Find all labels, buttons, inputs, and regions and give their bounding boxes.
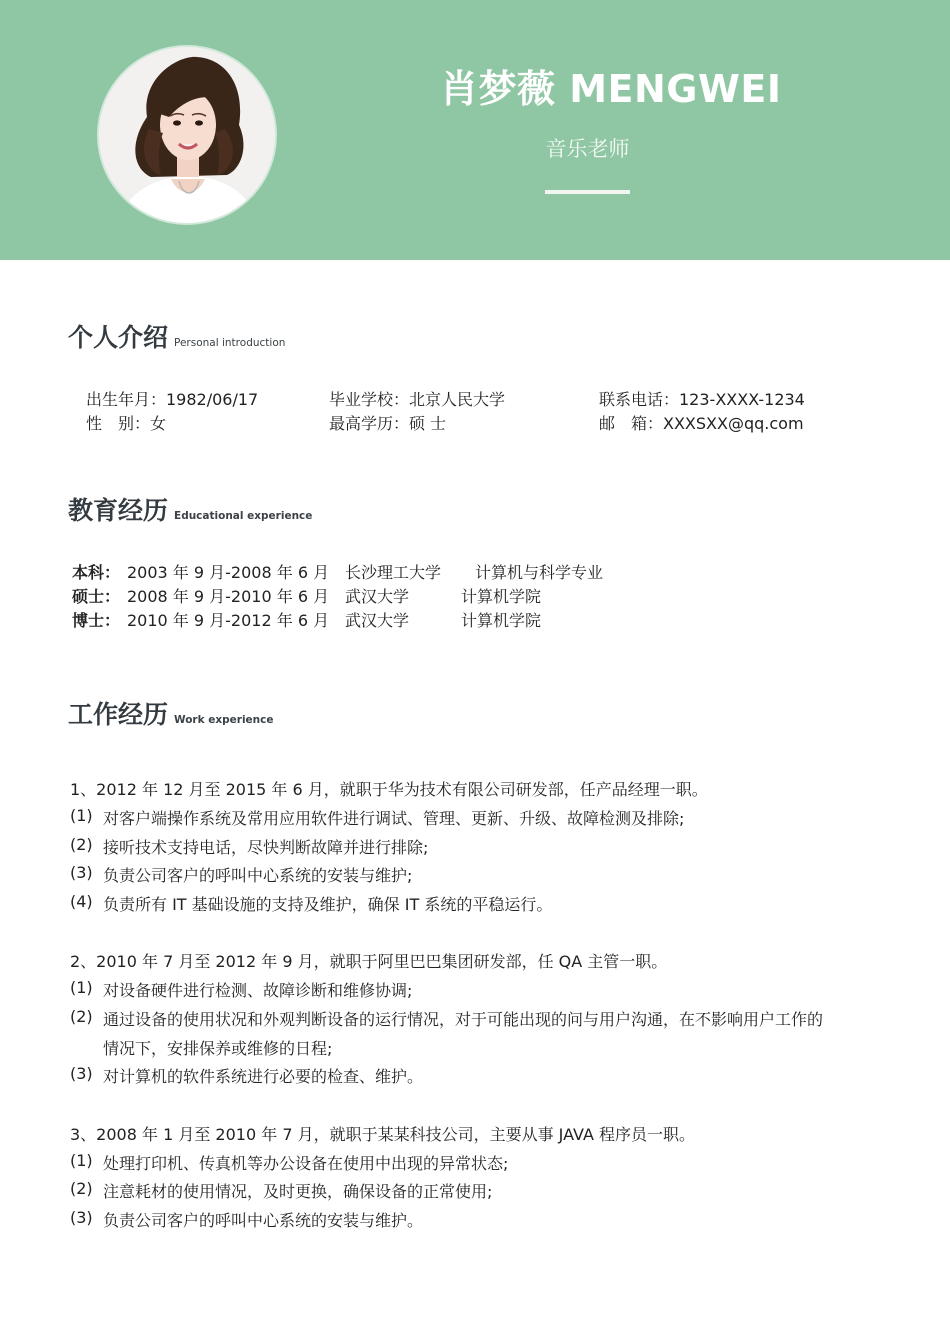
education-date: 2010 年 9 月-2012 年 6 月 bbox=[127, 611, 330, 630]
education-degree: 博士： bbox=[72, 611, 121, 630]
section-title-en: Work experience bbox=[174, 714, 274, 726]
title-underline bbox=[545, 190, 630, 194]
birth-date: 出生年月：1982/06/17 bbox=[86, 390, 259, 409]
gender: 性 别：女 bbox=[86, 414, 167, 433]
job-heading: 2、2010 年 7 月至 2012 年 9 月，就职于阿里巴巴集团研发部，任 QA 主管一职。 bbox=[70, 952, 668, 971]
duty-text: 负责所有 IT 基础设施的支持及维护，确保 IT 系统的平稳运行。 bbox=[103, 895, 553, 914]
duty-number: (2) bbox=[70, 835, 93, 854]
education-school: 武汉大学 bbox=[345, 611, 410, 630]
degree: 最高学历：硕 士 bbox=[329, 414, 447, 433]
duty-text: 注意耗材的使用情况，及时更换，确保设备的正常使用; bbox=[103, 1182, 493, 1201]
header-banner bbox=[0, 0, 950, 260]
section-title-cn: 个人介绍 bbox=[68, 323, 169, 352]
duty-text: 对计算机的软件系统进行必要的检查、维护。 bbox=[103, 1067, 424, 1086]
education-date: 2003 年 9 月-2008 年 6 月 bbox=[127, 563, 330, 582]
duty-number: (2) bbox=[70, 1179, 93, 1198]
duty-number: (1) bbox=[70, 806, 93, 825]
section-title-work bbox=[68, 695, 274, 731]
job-title: 音乐老师 bbox=[545, 137, 630, 161]
portrait-photo-icon bbox=[99, 47, 275, 223]
duty-text: 负责公司客户的呼叫中心系统的安装与维护。 bbox=[103, 1211, 424, 1230]
education-major: 计算机学院 bbox=[461, 611, 542, 630]
duty-number: (1) bbox=[70, 1151, 93, 1170]
job-heading: 1、2012 年 12 月至 2015 年 6 月，就职于华为技术有限公司研发部，任产品经理一职。 bbox=[70, 780, 708, 799]
duty-number: (4) bbox=[70, 892, 93, 911]
email: 邮 箱：XXXSXX@qq.com bbox=[599, 414, 804, 433]
section-title-cn: 工作经历 bbox=[68, 700, 169, 729]
person-name: 肖梦薇 MENGWEI bbox=[440, 67, 782, 111]
education-major: 计算机与科学专业 bbox=[475, 563, 604, 582]
education-degree: 本科： bbox=[72, 563, 121, 582]
school: 毕业学校：北京人民大学 bbox=[329, 390, 506, 409]
section-title-en: Personal introduction bbox=[174, 337, 286, 349]
section-title-personal bbox=[68, 318, 285, 354]
duty-text: 通过设备的使用状况和外观判断设备的运行情况，对于可能出现的问与用户沟通，在不影响用户工作的 bbox=[103, 1010, 824, 1029]
education-degree: 硕士： bbox=[72, 587, 121, 606]
duty-number: (1) bbox=[70, 978, 93, 997]
duty-text: 处理打印机、传真机等办公设备在使用中出现的异常状态; bbox=[103, 1154, 509, 1173]
duty-text: 负责公司客户的呼叫中心系统的安装与维护; bbox=[103, 866, 413, 885]
education-school: 武汉大学 bbox=[345, 587, 410, 606]
phone: 联系电话：123-XXXX-1234 bbox=[599, 390, 805, 409]
section-title-cn: 教育经历 bbox=[68, 496, 169, 525]
job-heading: 3、2008 年 1 月至 2010 年 7 月，就职于某某科技公司，主要从事 JAVA 程序员一职。 bbox=[70, 1125, 695, 1144]
education-major: 计算机学院 bbox=[461, 587, 542, 606]
avatar bbox=[99, 47, 275, 223]
duty-number: (3) bbox=[70, 863, 93, 882]
duty-text: 接听技术支持电话，尽快判断故障并进行排除; bbox=[103, 838, 429, 857]
duty-text: 情况下，安排保养或维修的日程; bbox=[103, 1039, 333, 1058]
duty-text: 对设备硬件进行检测、故障诊断和维修协调; bbox=[103, 981, 413, 1000]
education-school: 长沙理工大学 bbox=[345, 563, 442, 582]
duty-text: 对客户端操作系统及常用应用软件进行调试、管理、更新、升级、故障检测及排除; bbox=[103, 809, 685, 828]
education-date: 2008 年 9 月-2010 年 6 月 bbox=[127, 587, 330, 606]
section-title-en: Educational experience bbox=[174, 510, 313, 522]
duty-number: (3) bbox=[70, 1064, 93, 1083]
section-title-education bbox=[68, 491, 312, 527]
duty-number: (2) bbox=[70, 1007, 93, 1026]
duty-number: (3) bbox=[70, 1208, 93, 1227]
